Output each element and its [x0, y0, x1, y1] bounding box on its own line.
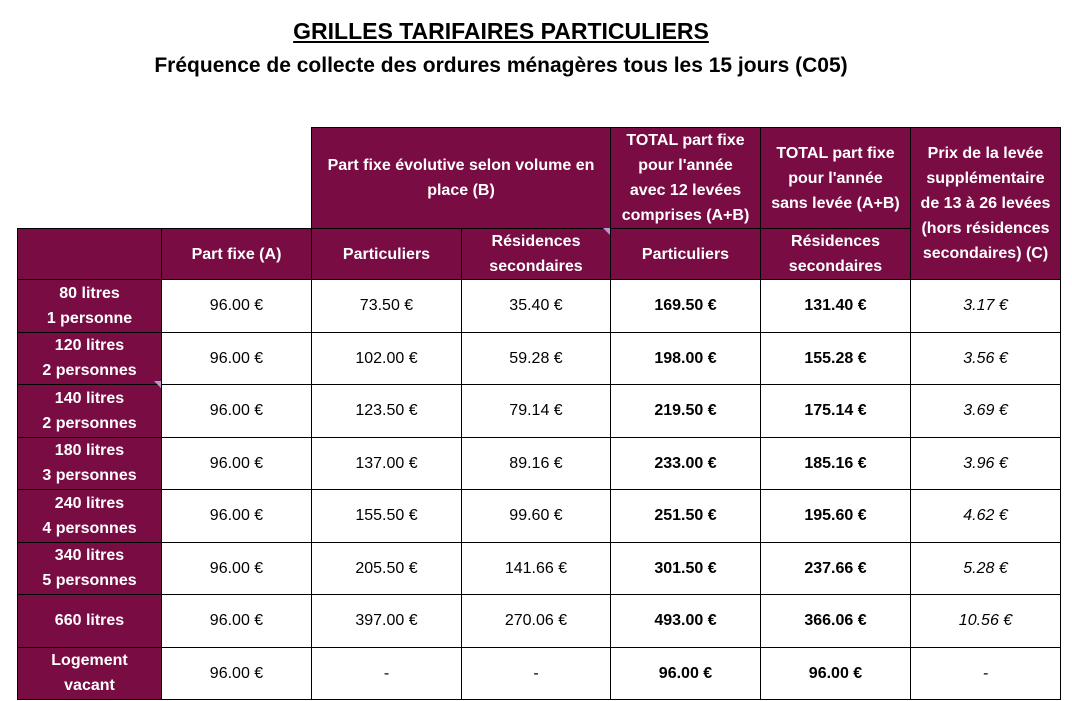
cell-part-particuliers: 397.00 € [312, 595, 462, 648]
header-row-label-empty [18, 229, 162, 280]
header-row-top [18, 128, 1061, 229]
cell-part-fixe: 96.00 € [162, 647, 312, 700]
cell-prix-levee: 3.17 € [911, 280, 1061, 333]
cell-part-fixe: 96.00 € [162, 385, 312, 438]
cell-total-residences: 96.00 € [761, 647, 911, 700]
cell-total-residences: 366.06 € [761, 595, 911, 648]
header-total-sans-levee [761, 128, 911, 229]
table-row [18, 542, 1061, 595]
header-line: de 13 à 26 levées [920, 195, 1051, 212]
row-label-line: 340 litres [54, 547, 125, 565]
cell-total-residences: 155.28 € [761, 332, 911, 385]
cell-total-residences: 131.40 € [761, 280, 911, 333]
header-line: sans levée (A+B) [771, 194, 900, 212]
table-row [18, 332, 1061, 385]
cell-part-fixe: 96.00 € [162, 332, 312, 385]
cell-prix-levee: - [911, 647, 1061, 700]
table-row [18, 385, 1061, 438]
cell-part-particuliers: 155.50 € [312, 490, 462, 543]
header-line: pour l'année [788, 169, 883, 187]
row-label-line: 120 litres [54, 337, 125, 355]
row-label [18, 490, 162, 543]
cell-total-residences: 175.14 € [761, 385, 911, 438]
row-label-line: 1 personne [46, 309, 133, 327]
table-row [18, 490, 1061, 543]
header-line: comprises (A+B) [621, 207, 750, 224]
row-label-line: 2 personnes [42, 362, 137, 380]
cell-total-particuliers: 219.50 € [611, 385, 761, 438]
header-part-variable: Part fixe évolutive selon volume en place (B) [312, 128, 611, 229]
cell-prix-levee: 10.56 € [911, 595, 1061, 648]
row-label-line: 140 litres [54, 389, 125, 407]
cell-total-particuliers: 169.50 € [611, 280, 761, 333]
row-label [18, 647, 162, 700]
cell-total-residences: 195.60 € [761, 490, 911, 543]
cell-part-residences: 99.60 € [462, 490, 611, 543]
header-residences-secondaires [462, 229, 611, 280]
cell-prix-levee: 5.28 € [911, 542, 1061, 595]
cell-total-residences: 185.16 € [761, 437, 911, 490]
cell-part-residences: 141.66 € [462, 542, 611, 595]
cell-part-particuliers: - [312, 647, 462, 700]
row-label [18, 280, 162, 333]
table-row [18, 647, 1061, 700]
cell-part-particuliers: 73.50 € [312, 280, 462, 333]
row-label [18, 437, 162, 490]
row-label-line: 80 litres [59, 284, 120, 302]
header-total-residences [761, 229, 911, 280]
cell-part-fixe: 96.00 € [162, 542, 312, 595]
table-row [18, 437, 1061, 490]
header-part-fixe-a: Part fixe (A) [162, 229, 312, 280]
cell-total-particuliers: 493.00 € [611, 595, 761, 648]
row-label-line: 2 personnes [42, 414, 137, 432]
header-line: TOTAL part fixe [626, 132, 745, 149]
cell-total-particuliers: 301.50 € [611, 542, 761, 595]
cell-part-residences: - [462, 647, 611, 700]
cell-total-particuliers: 96.00 € [611, 647, 761, 700]
cell-part-particuliers: 102.00 € [312, 332, 462, 385]
row-label-line: 4 personnes [42, 519, 137, 537]
header-line: secondaires) (C) [922, 245, 1049, 262]
table-row [18, 280, 1061, 333]
header-line: Résidences [491, 233, 581, 250]
cell-part-fixe: 96.00 € [162, 280, 312, 333]
header-prix-levee [911, 128, 1061, 280]
row-label-line: 3 personnes [42, 467, 137, 485]
comment-indicator [603, 228, 610, 235]
cell-part-residences: 79.14 € [462, 385, 611, 438]
page-title: GRILLES TARIFAIRES PARTICULIERS [293, 18, 709, 44]
cell-part-particuliers: 137.00 € [312, 437, 462, 490]
header-total-12-levees [611, 128, 761, 229]
header-particuliers: Particuliers [312, 229, 462, 280]
empty-header-cell [18, 128, 162, 229]
row-label [18, 385, 162, 438]
page-subtitle: Fréquence de collecte des ordures ménagères tous les 15 jours (C05) [154, 54, 848, 77]
row-label-line: 180 litres [54, 442, 125, 460]
header-line: avec 12 levées [629, 182, 742, 199]
cell-prix-levee: 3.69 € [911, 385, 1061, 438]
row-label-line: 660 litres [54, 612, 125, 630]
cell-part-particuliers: 205.50 € [312, 542, 462, 595]
cell-part-fixe: 96.00 € [162, 490, 312, 543]
header-line: supplémentaire [926, 170, 1045, 187]
row-label-line: Logement [51, 652, 128, 670]
row-label-line: 240 litres [54, 494, 125, 512]
tariff-table [17, 127, 1061, 700]
cell-prix-levee: 3.96 € [911, 437, 1061, 490]
cell-part-residences: 35.40 € [462, 280, 611, 333]
cell-total-particuliers: 251.50 € [611, 490, 761, 543]
header-line: secondaires [788, 258, 883, 275]
cell-part-fixe: 96.00 € [162, 437, 312, 490]
comment-indicator [154, 381, 161, 388]
cell-part-residences: 270.06 € [462, 595, 611, 648]
header-line: pour l'année [638, 157, 733, 174]
cell-prix-levee: 3.56 € [911, 332, 1061, 385]
empty-header-cell [162, 128, 312, 229]
cell-total-particuliers: 233.00 € [611, 437, 761, 490]
cell-part-particuliers: 123.50 € [312, 385, 462, 438]
cell-total-particuliers: 198.00 € [611, 332, 761, 385]
header-total-particuliers: Particuliers [611, 229, 761, 280]
row-label [18, 595, 162, 648]
header-line: secondaires [489, 258, 583, 275]
row-label [18, 332, 162, 385]
row-label-line: vacant [64, 677, 115, 695]
row-label-line: 5 personnes [42, 572, 137, 590]
cell-part-residences: 59.28 € [462, 332, 611, 385]
cell-part-fixe: 96.00 € [162, 595, 312, 648]
row-label [18, 542, 162, 595]
table-row [18, 595, 1061, 648]
cell-total-residences: 237.66 € [761, 542, 911, 595]
header-line: TOTAL part fixe [776, 144, 895, 162]
header-row-bottom [18, 229, 1061, 280]
header-line: Résidences [791, 233, 880, 250]
header-line: Prix de la levée [927, 145, 1044, 162]
cell-part-residences: 89.16 € [462, 437, 611, 490]
header-line: (hors résidences [921, 220, 1050, 237]
cell-prix-levee: 4.62 € [911, 490, 1061, 543]
